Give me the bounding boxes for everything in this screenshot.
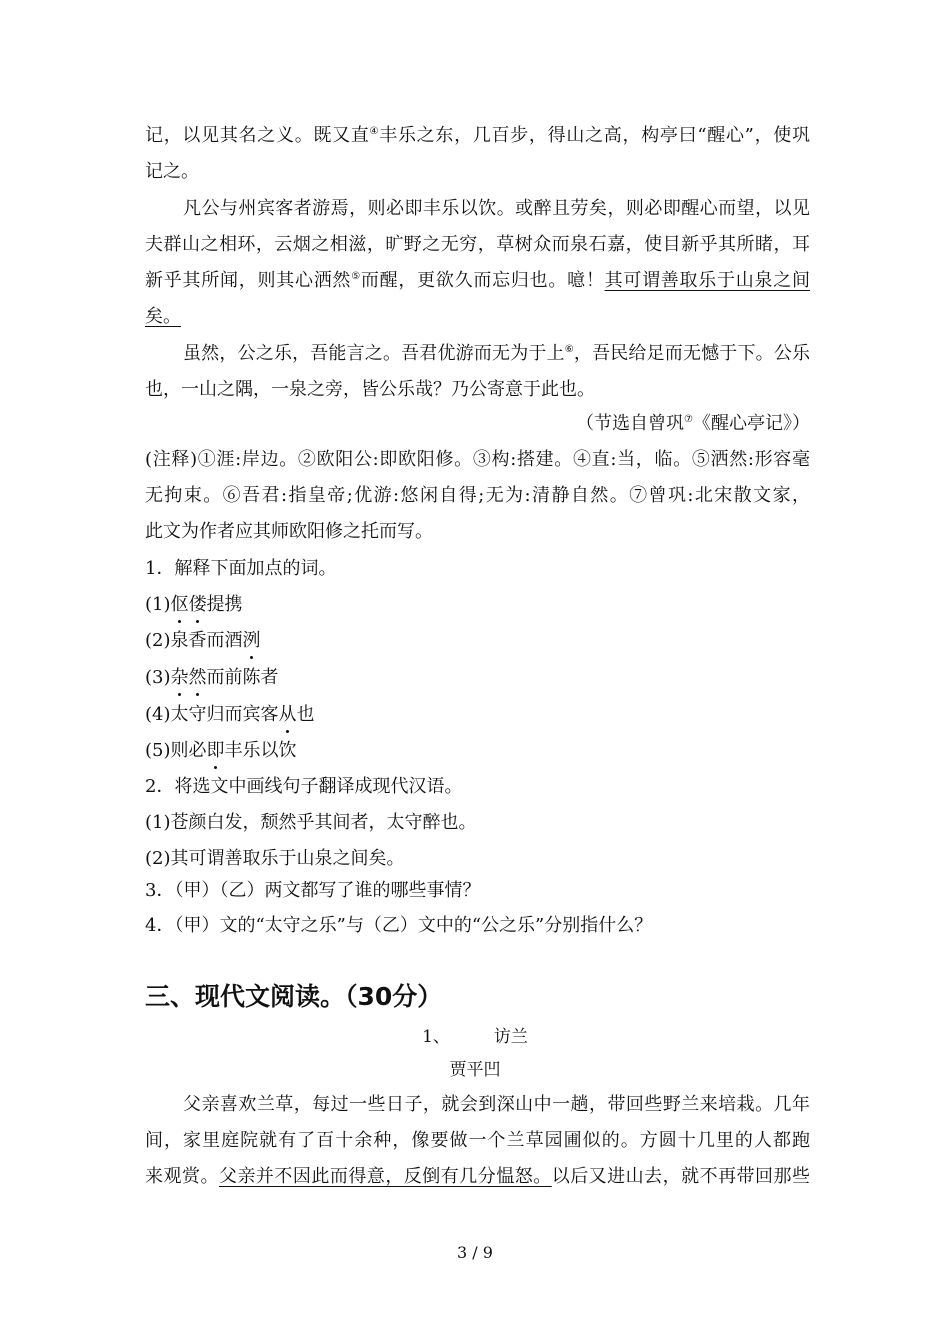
passage-line: 记，以见其名之义。既又直④丰乐之东，几百步，得山之高，构亭曰“醒心”，使巩	[145, 125, 811, 146]
passage-line: 夫群山之相环，云烟之相滋，旷野之无穷，草树众而泉石嘉，使目新乎其所睹，耳	[145, 234, 810, 255]
source-citation: （节选自曾巩⑦《醒心亭记》）	[576, 413, 810, 434]
question-1-item: (3)杂然而前陈者	[145, 667, 279, 688]
question-1-item: (5)则必即丰乐以饮	[145, 740, 297, 761]
question-3: 3．（甲）（乙）两文都写了谁的哪些事情？	[145, 880, 481, 901]
article-line: 父亲喜欢兰草，每过一些日子，就会到深山中一趟，带回些野兰来培栽。几年	[183, 1094, 810, 1115]
question-1-item: (1)伛偻提携	[145, 594, 243, 615]
article-line: 来观赏。父亲并不因此而得意，反倒有几分愠怒。以后又进山去，就不再带回那些	[145, 1166, 811, 1187]
annotation-line: (注释)①涯:岸边。②欧阳公:即欧阳修。③构:搭建。④直:当，临。⑤洒然:形容毫	[145, 449, 810, 470]
underlined-sentence: 其可谓善取乐于山泉之间	[604, 270, 811, 291]
underlined-sentence: 父亲并不因此而得意，反倒有几分愠怒。	[218, 1166, 552, 1187]
passage-line: 记之。	[145, 161, 199, 182]
passage-line: 新乎其所闻，则其心洒然⑤而醒，更欲久而忘归也。噫！其可谓善取乐于山泉之间	[145, 270, 811, 291]
passage-line: 凡公与州宾客者游焉，则必即丰乐以饮。或醉且劳矣，则必即醒心而望，以见	[183, 198, 810, 219]
question-2: 2．将选文中画线句子翻译成现代汉语。	[145, 776, 463, 797]
passage-line: 虽然，公之乐，吾能言之。吾君优游而无为于上⑥，吾民给足而无憾于下。公乐	[183, 343, 811, 364]
passage-line	[145, 305, 810, 329]
question-1: 1．解释下面加点的词。	[145, 558, 337, 579]
passage-line: 也，一山之隅，一泉之旁，皆公乐哉？乃公寄意于此也。	[145, 379, 595, 400]
question-2-item: (2)其可谓善取乐于山泉之间矣。	[145, 848, 405, 869]
article-line: 间，家里庭院就有了百十余种，像要做一个兰草园圃似的。方圆十几里的人都跑	[145, 1130, 810, 1151]
underlined-sentence: 矣。	[145, 306, 181, 327]
annotation-line: 此文为作者应其师欧阳修之托而写。	[145, 521, 433, 542]
question-1-item: (2)泉香而酒洌	[145, 630, 261, 651]
annotation-line: 无拘束。⑥吾君:指皇帝;优游:悠闲自得;无为:清静自然。⑦曾巩:北宋散文家，	[145, 485, 810, 506]
article-title: 1、 访兰	[422, 1027, 528, 1047]
section-heading: 三、现代文阅读。（30分）	[145, 982, 443, 1011]
question-2-item: (1)苍颜白发，颓然乎其间者，太守醉也。	[145, 812, 477, 833]
article-author: 贾平凹	[449, 1060, 501, 1080]
question-4: 4．（甲）文的“太守之乐”与（乙）文中的“公之乐”分别指什么？	[145, 915, 653, 936]
question-1-item: (4)太守归而宾客从也	[145, 704, 315, 725]
page-number: 3 / 9	[457, 1243, 493, 1262]
